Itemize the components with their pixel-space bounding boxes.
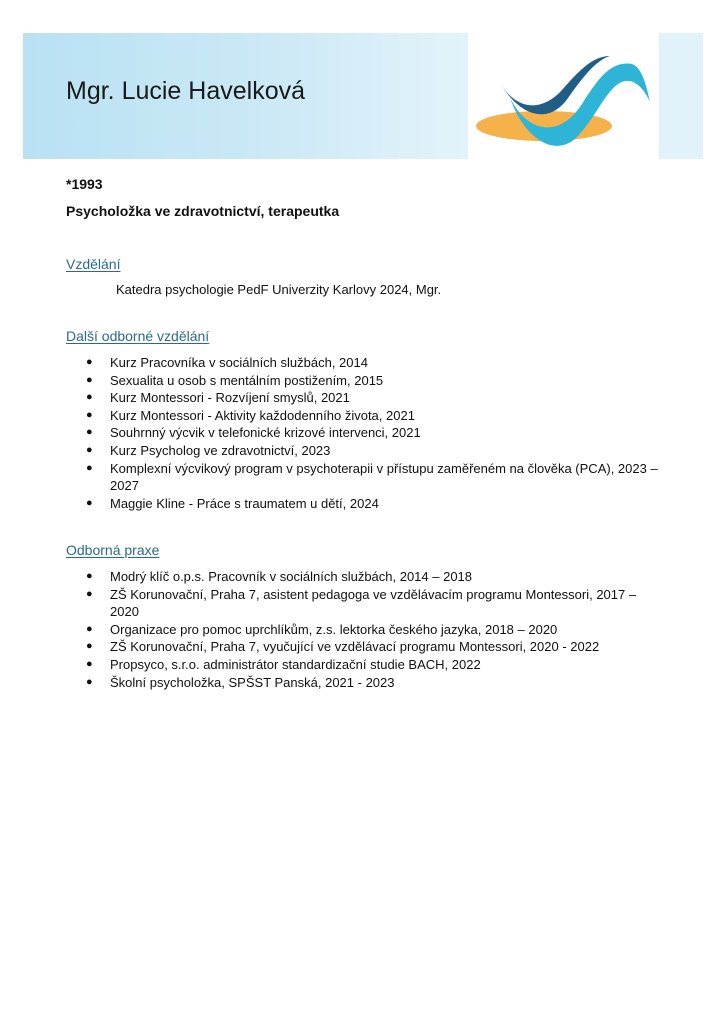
list-item: ● Kurz Montessori - Aktivity každodenního života, 2021 (86, 407, 415, 423)
bullet-icon: ● (86, 391, 93, 404)
birth-year: *1993 (66, 176, 103, 192)
bullet-icon: ● (86, 426, 93, 439)
further-education-list (66, 354, 666, 512)
bullet-icon: ● (86, 408, 93, 421)
list-item: ● Školní psycholožka, SPŠST Panská, 2021 - 2023 (86, 674, 395, 690)
list-item: ● Kurz Psycholog ve zdravotnictví, 2023 (86, 442, 331, 458)
list-item: ● ZŠ Korunovační, Praha 7, asistent pedagoga ve vzdělávacím programu Montessori, 2017 – 2020 (86, 586, 637, 620)
list-item: ● Propsyco, s.r.o. administrátor standardizační studie BACH, 2022 (86, 656, 481, 672)
list-item: ● ZŠ Korunovační, Praha 7, vyučující ve vzdělávací programu Montessori, 2020 - 2022 (86, 639, 600, 655)
bullet-icon: ● (86, 657, 93, 670)
bullet-icon: ● (86, 461, 93, 474)
list-item: ● Modrý klíč o.p.s. Pracovník v sociálních službách, 2014 – 2018 (86, 569, 473, 584)
page-title: Mgr. Lucie Havelková (66, 77, 306, 105)
bullet-icon: ● (86, 675, 93, 688)
job-title: Psycholožka ve zdravotnictví, terapeutka (66, 203, 340, 219)
bullet-icon: ● (86, 640, 93, 653)
practice-list (66, 568, 666, 691)
bullet-icon: ● (86, 356, 93, 368)
list-item: ● Souhrnný výcvik v telefonické krizové intervenci, 2021 (86, 425, 421, 441)
bullet-icon: ● (86, 570, 93, 582)
bullet-icon: ● (86, 622, 93, 635)
list-item: ● Sexualita u osob s mentálním postižením, 2015 (86, 372, 384, 388)
list-item: ● Kurz Montessori - Rozvíjení smyslů, 2021 (86, 390, 350, 406)
list-item: ● Komplexní výcvikový program v psychoterapii v přístupu zaměřeném na člověka (PCA), 2023 – 2027 (86, 460, 658, 494)
practice-heading: Odborná praxe (66, 542, 160, 558)
wave-logo-icon (470, 38, 652, 156)
header-side-block (659, 33, 703, 159)
list-item: ● Maggie Kline - Práce s traumatem u dětí, 2024 (86, 495, 379, 511)
education-item: Katedra psychologie PedF Univerzity Karlovy 2024, Mgr. (116, 282, 442, 297)
bullet-icon: ● (86, 496, 93, 509)
bullet-icon: ● (86, 587, 93, 600)
education-heading: Vzdělání (66, 256, 121, 272)
bullet-icon: ● (86, 373, 93, 386)
further-education-heading: Další odborné vzdělání (66, 328, 210, 344)
list-item: ● Kurz Pracovníka v sociálních službách, 2014 (86, 355, 368, 370)
bullet-icon: ● (86, 443, 93, 456)
header-banner (23, 33, 468, 159)
list-item: ● Organizace pro pomoc uprchlíkům, z.s. lektorka českého jazyka, 2018 – 2020 (86, 621, 558, 637)
